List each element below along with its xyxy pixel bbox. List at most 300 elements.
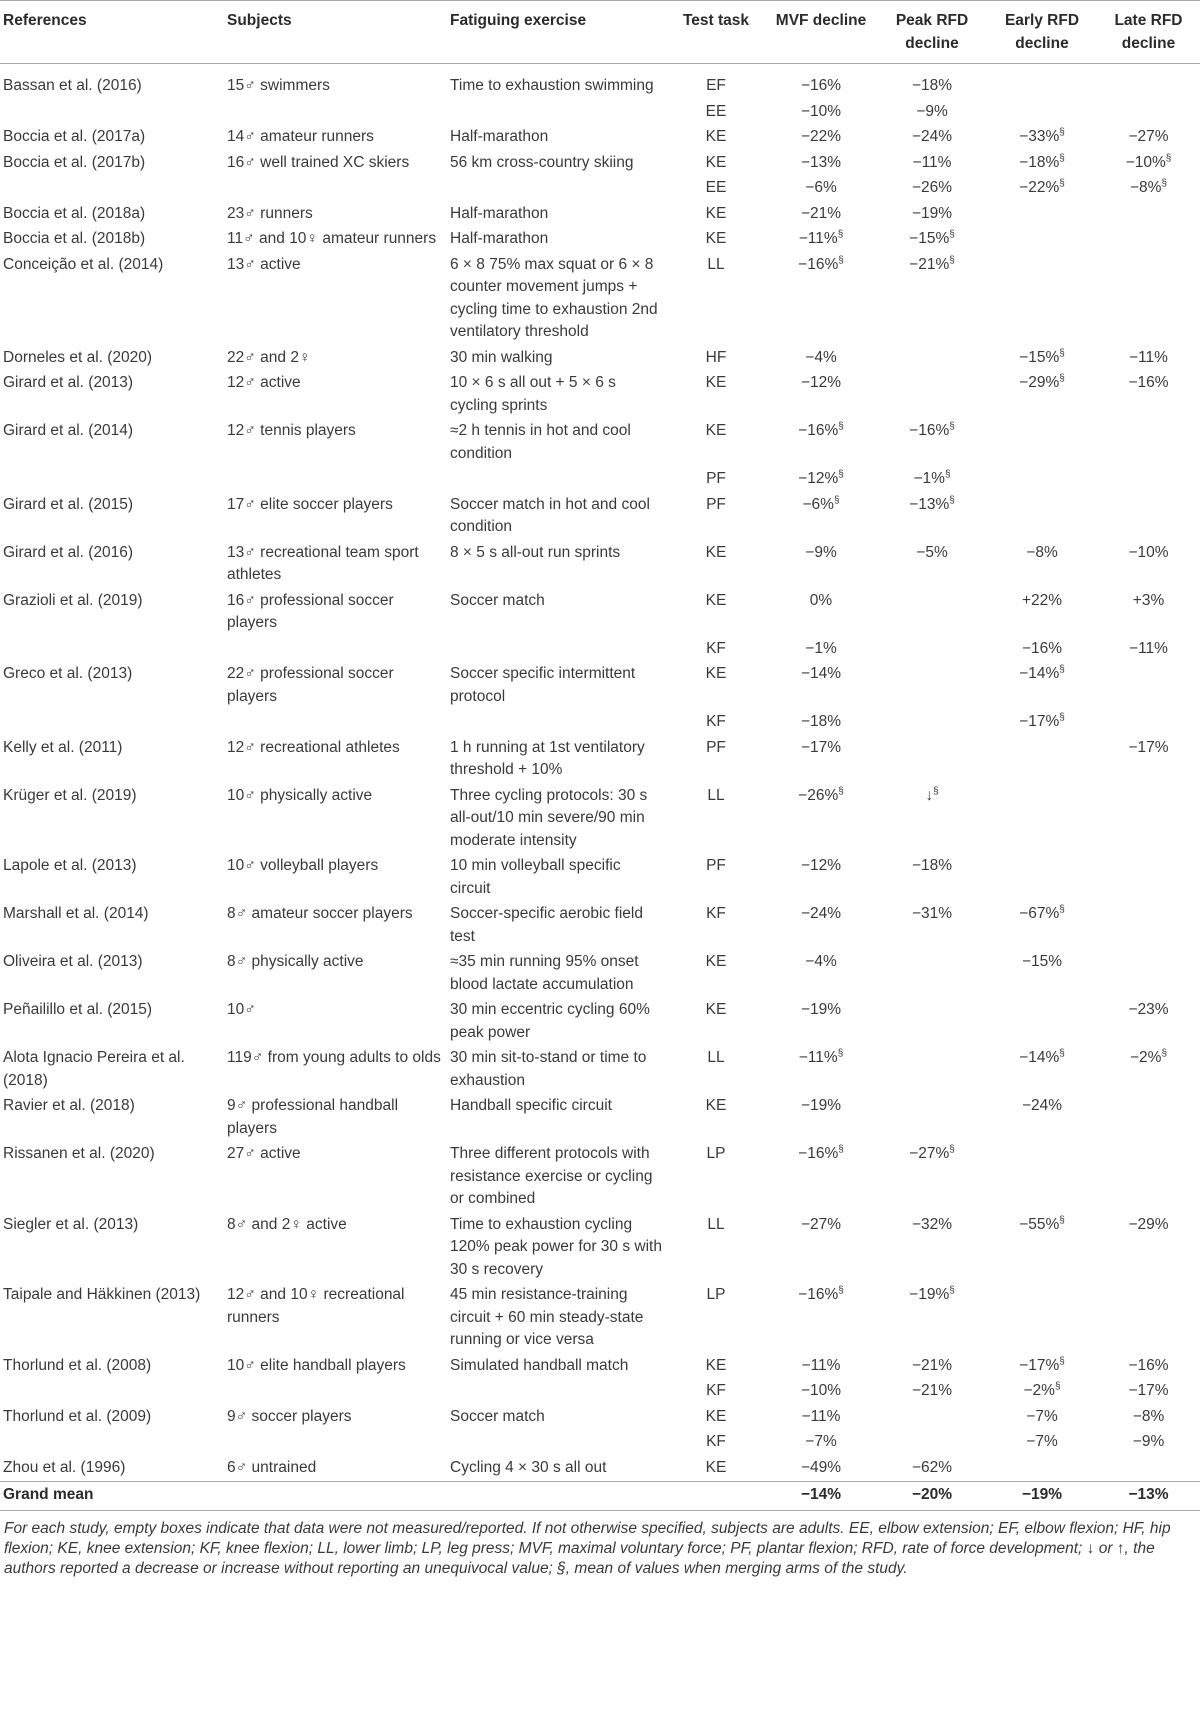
cell-subjects-text: 8♂ and 2♀ active [227,1215,347,1233]
table-row [0,467,1200,493]
cell-late-rfd-decline [1097,637,1200,663]
cell-peak-rfd-decline [877,1456,987,1482]
cell-test-task-text: KE [705,128,727,145]
cell-mvf-decline [765,1405,877,1431]
cell-subjects-text: 27♂ active [227,1145,301,1162]
cell-test-task-text: LP [706,1286,726,1303]
cell-test-task [667,1142,765,1213]
cell-subjects-text: 10♂ volleyball players [227,857,379,874]
cell-peak-rfd-decline-text: −21% [911,1382,953,1399]
cell-mvf-decline [765,662,877,710]
cell-late-rfd-decline [1097,346,1200,372]
cell-reference [0,227,224,253]
cell-test-task [667,1354,765,1380]
cell-early-rfd-decline-text: −16% [1021,639,1063,657]
cell-test-task-text: KE [705,1356,727,1374]
cell-early-rfd-decline-text: −8% [1026,543,1058,561]
cell-fatiguing-exercise [447,100,667,126]
cell-mvf-decline-text: −13% [800,153,842,171]
cell-early-rfd-decline [987,64,1097,100]
cell-reference-text: Lapole et al. (2013) [3,857,137,874]
merged-arms-marker: § [837,229,844,240]
table-row [0,1046,1200,1094]
cell-reference-text: Krüger et al. (2019) [3,786,137,804]
cell-reference-text: Boccia et al. (2018a) [3,204,146,222]
cell-fatiguing-exercise-text: 30 min eccentric cycling 60% peak power [450,1001,650,1041]
cell-reference [0,346,224,372]
cell-fatiguing-exercise-text: Three cycling protocols: 30 s all-out/10 min severe/90 min moderate intensity [450,786,648,849]
cell-late-rfd-decline [1097,151,1200,177]
cell-mvf-decline-text: −27% [800,1215,842,1233]
cell-fatiguing-exercise-text: Three different protocols with resistance exercise or cycling or combined [450,1145,653,1207]
cell-mvf-decline [765,637,877,663]
cell-reference [0,662,224,710]
cell-late-rfd-decline [1097,493,1200,541]
cell-fatiguing-exercise-text: Simulated handball match [450,1356,629,1374]
cell-mvf-decline-text: −24% [800,905,842,922]
cell-late-rfd-decline-text: −10% [1125,153,1166,171]
cell-mvf-decline [765,227,877,253]
cell-reference-text: Marshall et al. (2014) [3,905,149,922]
cell-early-rfd-decline [987,1405,1097,1431]
header-fatiguing-exercise: Fatiguing exercise [447,1,667,64]
cell-peak-rfd-decline [877,100,987,126]
cell-fatiguing-exercise-text: 10 min volleyball specific circuit [450,857,621,897]
cell-peak-rfd-decline-text: −18% [911,857,953,874]
cell-test-task [667,950,765,998]
cell-peak-rfd-decline-text: −9% [916,102,948,120]
cell-test-task-text: LP [706,1145,726,1162]
cell-peak-rfd-decline-text: ↓ [925,786,934,804]
table-row [0,902,1200,950]
cell-mvf-decline [765,736,877,784]
cell-fatiguing-exercise [447,1142,667,1213]
cell-fatiguing-exercise [447,1379,667,1405]
cell-test-task-text: KE [705,665,727,682]
merged-arms-marker: § [1059,373,1065,384]
cell-test-task-text: KE [705,153,727,171]
cell-subjects [224,202,447,228]
cell-late-rfd-decline-text: −9% [1132,1433,1165,1450]
cell-fatiguing-exercise [447,151,667,177]
cell-reference [0,784,224,855]
cell-peak-rfd-decline [877,1354,987,1380]
cell-subjects [224,902,447,950]
cell-reference [0,1456,224,1482]
cell-subjects-text: 6♂ untrained [227,1458,317,1476]
grand-mean-empty [667,1482,765,1511]
cell-test-task [667,125,765,151]
cell-mvf-decline-text: −11% [798,1049,838,1066]
table-row [0,227,1200,253]
cell-mvf-decline-text: −10% [800,1382,842,1399]
cell-mvf-decline-text: −16% [798,1286,839,1303]
cell-reference [0,589,224,637]
cell-reference [0,202,224,228]
cell-test-task-text: KE [705,543,727,561]
cell-reference-text: Peñailillo et al. (2015) [3,1001,153,1018]
cell-early-rfd-decline-text: −15% [1021,953,1063,970]
cell-subjects-text: 13♂ recreational team sport athletes [227,543,419,583]
cell-fatiguing-exercise [447,125,667,151]
cell-subjects-text: 22♂ professional soccer players [227,665,394,705]
cell-fatiguing-exercise [447,1430,667,1456]
cell-fatiguing-exercise-text: 10 × 6 s all out + 5 × 6 s cycling sprints [450,374,616,414]
cell-peak-rfd-decline-text: −18% [911,77,953,94]
cell-early-rfd-decline [987,493,1097,541]
cell-fatiguing-exercise-text: Time to exhaustion swimming [450,77,654,94]
merged-arms-marker: § [837,1048,844,1059]
cell-test-task-text: KE [705,1407,727,1425]
cell-subjects [224,1379,447,1405]
cell-fatiguing-exercise-text: 30 min walking [450,348,553,366]
cell-reference-text: Kelly et al. (2011) [3,738,123,756]
cell-mvf-decline [765,902,877,950]
cell-subjects [224,227,447,253]
cell-subjects [224,1430,447,1456]
cell-mvf-decline [765,854,877,902]
cell-peak-rfd-decline-text: −13% [909,495,950,513]
cell-reference [0,902,224,950]
cell-subjects [224,176,447,202]
cell-test-task [667,854,765,902]
cell-early-rfd-decline [987,253,1097,346]
cell-fatiguing-exercise [447,662,667,710]
cell-late-rfd-decline [1097,1046,1200,1094]
table-row [0,1213,1200,1284]
table-row [0,1354,1200,1380]
cell-test-task [667,637,765,663]
cell-test-task [667,227,765,253]
cell-peak-rfd-decline-text: −62% [911,1458,953,1476]
cell-fatiguing-exercise-text: Half-marathon [450,230,549,247]
cell-test-task [667,1046,765,1094]
cell-reference [0,854,224,902]
merged-arms-marker: § [949,229,955,240]
cell-fatiguing-exercise-text: 30 min sit-to-stand or time to exhaustion [450,1049,647,1089]
cell-fatiguing-exercise [447,950,667,998]
cell-mvf-decline [765,371,877,419]
cell-fatiguing-exercise [447,1213,667,1284]
cell-reference-text: Girard et al. (2015) [3,495,134,513]
cell-subjects [224,950,447,998]
cell-mvf-decline-text: −12% [800,374,842,391]
cell-subjects-text: 10♂ physically active [227,786,373,804]
table-row [0,253,1200,346]
cell-subjects [224,710,447,736]
cell-peak-rfd-decline [877,1379,987,1405]
cell-early-rfd-decline [987,902,1097,950]
cell-fatiguing-exercise [447,227,667,253]
grand-mean-empty [224,1482,447,1511]
cell-mvf-decline [765,1046,877,1094]
table-row [0,710,1200,736]
cell-mvf-decline-text: 0% [809,591,833,609]
cell-mvf-decline [765,253,877,346]
cell-subjects-text: 16♂ well trained XC skiers [227,153,410,171]
cell-test-task [667,710,765,736]
cell-test-task-text: PF [706,857,726,874]
cell-mvf-decline [765,1094,877,1142]
merged-arms-marker: § [1059,904,1065,915]
cell-mvf-decline-text: −11% [801,1407,841,1425]
cell-test-task-text: EE [705,102,727,120]
cell-fatiguing-exercise [447,1283,667,1354]
cell-late-rfd-decline-text: −23% [1128,1001,1169,1018]
cell-late-rfd-decline [1097,100,1200,126]
cell-fatiguing-exercise [447,902,667,950]
cell-peak-rfd-decline [877,736,987,784]
cell-peak-rfd-decline [877,419,987,467]
cell-fatiguing-exercise-text: Soccer match [450,1407,545,1425]
cell-late-rfd-decline [1097,854,1200,902]
cell-peak-rfd-decline-text: −1% [913,470,945,487]
cell-early-rfd-decline [987,1046,1097,1094]
cell-fatiguing-exercise [447,1405,667,1431]
cell-mvf-decline-text: −1% [805,639,837,657]
cell-fatiguing-exercise [447,1046,667,1094]
cell-mvf-decline [765,1430,877,1456]
cell-early-rfd-decline [987,1094,1097,1142]
cell-test-task-text: KE [705,422,727,439]
cell-fatiguing-exercise [447,371,667,419]
cell-early-rfd-decline-text: −14% [1019,1049,1060,1066]
cell-fatiguing-exercise-text: ≈2 h tennis in hot and cool condition [450,422,631,462]
cell-peak-rfd-decline-text: −15% [909,230,950,247]
cell-reference-text: Girard et al. (2013) [3,374,134,391]
cell-peak-rfd-decline [877,1405,987,1431]
cell-peak-rfd-decline-text: −19% [911,204,953,222]
cell-subjects-text: 15♂ swimmers [227,77,330,94]
cell-fatiguing-exercise-text: Cycling 4 × 30 s all out [450,1458,607,1476]
cell-test-task-text: PF [706,495,726,513]
cell-test-task-text: LL [707,786,725,804]
cell-mvf-decline [765,1379,877,1405]
cell-early-rfd-decline [987,202,1097,228]
cell-early-rfd-decline [987,1379,1097,1405]
cell-peak-rfd-decline [877,125,987,151]
table-row [0,1142,1200,1213]
cell-peak-rfd-decline [877,541,987,589]
cell-mvf-decline [765,467,877,493]
cell-late-rfd-decline [1097,710,1200,736]
cell-peak-rfd-decline-text: −27% [909,1145,950,1162]
cell-subjects-text: 17♂ elite soccer players [227,495,393,513]
cell-subjects [224,1046,447,1094]
header-references: References [0,1,224,64]
cell-test-task-text: KE [705,230,727,247]
cell-peak-rfd-decline [877,784,987,855]
grand-mean-row [0,1482,1200,1511]
cell-fatiguing-exercise [447,784,667,855]
cell-subjects-text: 12♂ tennis players [227,422,356,439]
cell-fatiguing-exercise-text: 45 min resistance-training circuit + 60 min steady-state running or vice versa [450,1286,644,1348]
grand-mean-early: −19% [987,1482,1097,1511]
cell-test-task [667,1430,765,1456]
cell-late-rfd-decline-text: −16% [1128,1356,1169,1374]
grand-mean-peak: −20% [877,1482,987,1511]
cell-test-task-text: KF [706,713,726,730]
cell-early-rfd-decline [987,467,1097,493]
cell-early-rfd-decline [987,589,1097,637]
cell-early-rfd-decline [987,637,1097,663]
cell-subjects-text: 14♂ amateur runners [227,128,374,145]
cell-late-rfd-decline [1097,419,1200,467]
cell-mvf-decline [765,710,877,736]
merged-arms-marker: § [1059,664,1065,675]
table-row [0,346,1200,372]
cell-reference [0,1283,224,1354]
table-row [0,998,1200,1046]
cell-mvf-decline-text: −26% [798,786,839,804]
cell-reference [0,1354,224,1380]
cell-test-task-text: LL [707,1049,725,1066]
cell-subjects-text: 9♂ professional handball players [227,1097,399,1137]
cell-late-rfd-decline-text: −8% [1132,1407,1165,1425]
cell-peak-rfd-decline [877,950,987,998]
cell-subjects [224,998,447,1046]
table-row [0,202,1200,228]
merged-arms-marker: § [949,1144,955,1155]
cell-reference [0,637,224,663]
cell-test-task [667,1094,765,1142]
cell-fatiguing-exercise [447,1456,667,1482]
cell-peak-rfd-decline [877,64,987,100]
cell-test-task-text: HF [705,348,727,366]
cell-reference [0,64,224,100]
cell-reference [0,371,224,419]
cell-mvf-decline-text: −6% [802,495,834,513]
cell-fatiguing-exercise [447,736,667,784]
cell-test-task-text: KE [705,591,727,609]
merged-arms-marker: § [838,1144,844,1155]
cell-late-rfd-decline [1097,541,1200,589]
cell-test-task [667,662,765,710]
header-mvf-decline: MVF decline [765,1,877,64]
cell-reference-text: Rissanen et al. (2020) [3,1145,155,1162]
table-row [0,637,1200,663]
cell-early-rfd-decline-text: −24% [1021,1097,1063,1114]
cell-fatiguing-exercise [447,589,667,637]
cell-peak-rfd-decline [877,1430,987,1456]
header-early-rfd-decline: Early RFD decline [987,1,1097,64]
cell-peak-rfd-decline [877,1213,987,1284]
cell-reference [0,1379,224,1405]
merged-arms-marker: § [833,494,840,506]
cell-mvf-decline [765,1354,877,1380]
cell-late-rfd-decline-text: −8% [1129,179,1162,196]
cell-late-rfd-decline [1097,1213,1200,1284]
cell-fatiguing-exercise [447,346,667,372]
merged-arms-marker: § [949,421,955,432]
cell-peak-rfd-decline [877,1094,987,1142]
cell-subjects [224,662,447,710]
cell-early-rfd-decline [987,151,1097,177]
cell-fatiguing-exercise [447,202,667,228]
table-row [0,1283,1200,1354]
cell-fatiguing-exercise-text: 56 km cross-country skiing [450,153,634,171]
cell-mvf-decline-text: −12% [800,857,842,874]
cell-fatiguing-exercise-text: Handball specific circuit [450,1097,612,1114]
cell-peak-rfd-decline [877,1046,987,1094]
cell-fatiguing-exercise-text: 8 × 5 s all-out run sprints [450,543,621,561]
cell-mvf-decline [765,998,877,1046]
cell-mvf-decline [765,541,877,589]
table-row [0,589,1200,637]
cell-subjects [224,64,447,100]
cell-test-task [667,493,765,541]
cell-test-task [667,253,765,346]
cell-early-rfd-decline [987,371,1097,419]
merged-arms-marker: § [1059,152,1065,164]
merged-arms-marker: § [933,785,939,797]
cell-test-task [667,419,765,467]
cell-test-task [667,100,765,126]
cell-subjects [224,1283,447,1354]
cell-mvf-decline-text: −10% [800,102,842,120]
cell-late-rfd-decline-text: −27% [1128,128,1169,145]
cell-reference-text: Boccia et al. (2018b) [3,230,146,247]
cell-peak-rfd-decline-text: −11% [912,153,952,171]
cell-mvf-decline-text: −16% [798,255,839,273]
cell-fatiguing-exercise [447,176,667,202]
cell-reference-text: Alota Ignacio Pereira et al. (2018) [3,1049,185,1089]
cell-peak-rfd-decline-text: −24% [911,128,953,145]
cell-late-rfd-decline [1097,1379,1200,1405]
cell-peak-rfd-decline-text: −16% [909,422,950,439]
grand-mean-label: Grand mean [0,1482,224,1511]
cell-late-rfd-decline [1097,1142,1200,1213]
cell-mvf-decline-text: −21% [800,204,842,222]
cell-reference-text: Siegler et al. (2013) [3,1215,139,1233]
cell-early-rfd-decline-text: −15% [1019,348,1060,366]
cell-subjects-text: 23♂ runners [227,204,313,222]
cell-early-rfd-decline [987,950,1097,998]
merged-arms-marker: § [949,1285,955,1296]
cell-fatiguing-exercise [447,64,667,100]
cell-mvf-decline [765,202,877,228]
table-row [0,151,1200,177]
cell-subjects-text: 16♂ professional soccer players [227,591,394,631]
cell-peak-rfd-decline [877,253,987,346]
cell-mvf-decline [765,151,877,177]
cell-early-rfd-decline [987,419,1097,467]
cell-mvf-decline [765,784,877,855]
cell-early-rfd-decline [987,662,1097,710]
merged-arms-marker: § [838,469,844,480]
cell-mvf-decline-text: −12% [798,470,839,487]
cell-peak-rfd-decline-text: −21% [909,255,950,273]
cell-test-task [667,1405,765,1431]
cell-late-rfd-decline-text: −16% [1128,374,1169,391]
cell-late-rfd-decline [1097,902,1200,950]
cell-subjects [224,493,447,541]
merged-arms-marker: § [944,469,951,480]
cell-peak-rfd-decline-text: −5% [916,543,948,561]
cell-test-task [667,1379,765,1405]
cell-mvf-decline-text: −14% [800,665,842,682]
cell-early-rfd-decline-text: −14% [1019,665,1060,682]
cell-early-rfd-decline [987,1142,1097,1213]
cell-reference [0,950,224,998]
cell-fatiguing-exercise-text: Soccer match [450,591,545,609]
cell-late-rfd-decline-text: −17% [1128,738,1169,756]
cell-test-task [667,467,765,493]
cell-late-rfd-decline [1097,736,1200,784]
cell-early-rfd-decline [987,346,1097,372]
cell-peak-rfd-decline [877,371,987,419]
merged-arms-marker: § [1059,1355,1065,1367]
